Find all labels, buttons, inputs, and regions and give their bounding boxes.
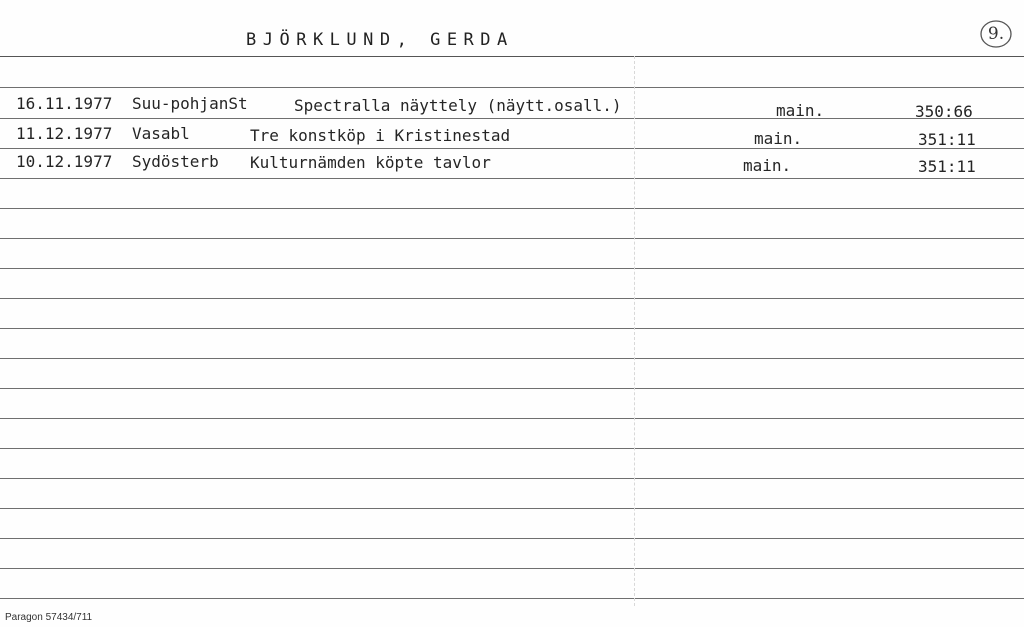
entry-date: 10.12.1977 [16, 152, 113, 171]
card-title: BJÖRKLUND, GERDA [246, 30, 514, 50]
entry-description: Kulturnämden köpte tavlor [250, 153, 491, 172]
ruled-line [0, 478, 1024, 479]
entry-reference: 351:11 [918, 157, 976, 176]
entry-mention: main. [754, 129, 803, 148]
ruled-line [0, 388, 1024, 389]
faint-vertical-fold [634, 56, 635, 606]
entry-date: 16.11.1977 [16, 94, 113, 113]
ruled-line [0, 538, 1024, 539]
header-rule [0, 56, 1024, 57]
ruled-line [0, 358, 1024, 359]
ruled-line [0, 328, 1024, 329]
ruled-line [0, 448, 1024, 449]
ruled-line [0, 268, 1024, 269]
ruled-line [0, 238, 1024, 239]
entry-date: 11.12.1977 [16, 124, 113, 143]
entry-source: Vasabl [132, 124, 190, 143]
entry-reference: 350:66 [915, 102, 973, 121]
ruled-line [0, 508, 1024, 509]
card-number-badge [979, 19, 1013, 49]
print-code: Paragon 57434/711 [5, 612, 93, 623]
entry-mention: main. [743, 156, 792, 175]
entry-description: Tre konstköp i Kristinestad [250, 126, 511, 145]
ruled-line [0, 568, 1024, 569]
ruled-line [0, 298, 1024, 299]
entry-mention: main. [776, 101, 825, 120]
entry-reference: 351:11 [918, 130, 976, 149]
ruled-line [0, 148, 1024, 149]
card-number: 9. [987, 24, 1005, 44]
ruled-line [0, 598, 1024, 599]
entry-description: Spectralla näyttely (näytt.osall.) [294, 96, 622, 115]
ruled-line [0, 87, 1024, 88]
ruled-line [0, 208, 1024, 209]
ruled-line [0, 418, 1024, 419]
entry-source: Sydösterb [132, 152, 219, 171]
ruled-line [0, 178, 1024, 179]
ruled-line [0, 118, 1024, 119]
entry-source: Suu-pohjanSt [132, 94, 248, 113]
